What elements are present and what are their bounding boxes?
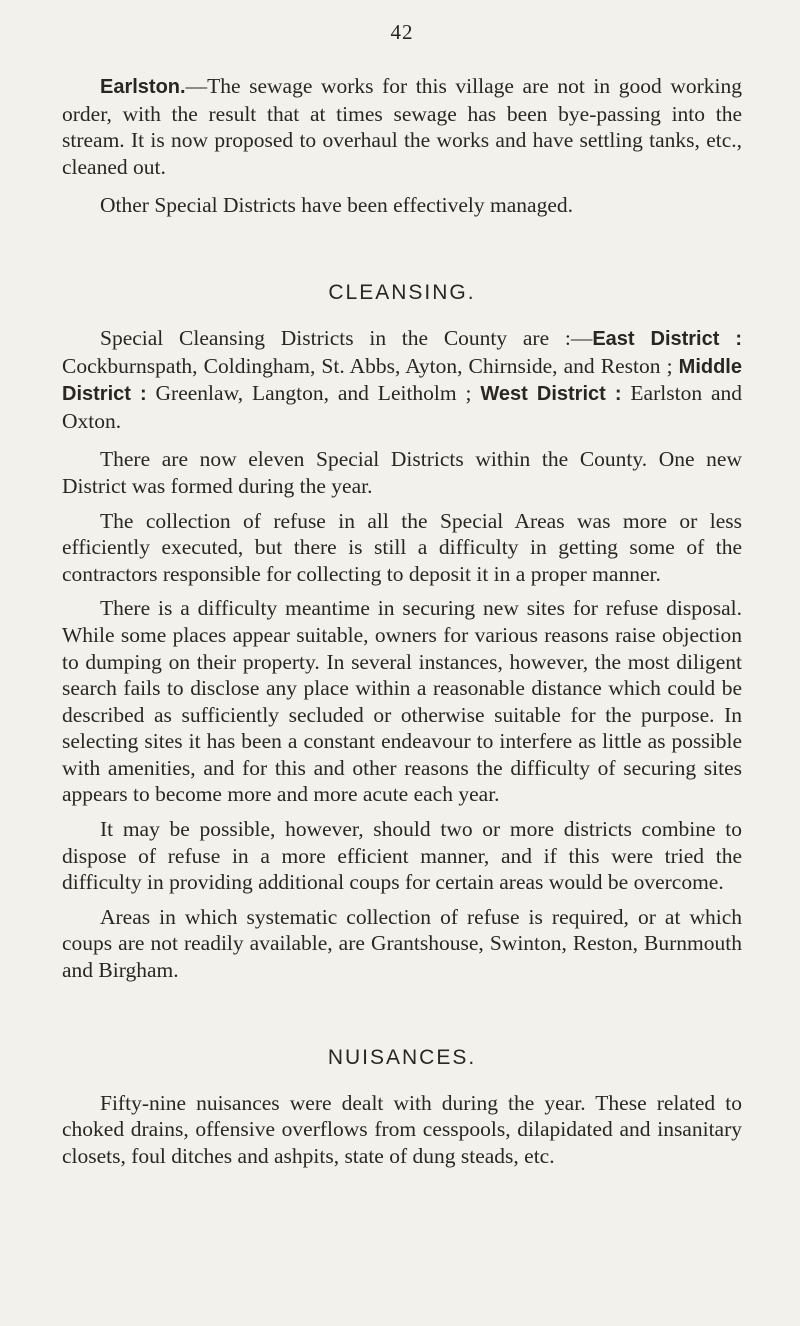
west-district-text: Earlston and Oxton.	[62, 381, 743, 433]
nuisances-paragraph: Fifty-nine nuisances were dealt with during the year. These related to choked drains, offensive overflows from cesspools, dilapidated and insanitary closets, foul ditches and ashpits, state of dung steads, etc.	[62, 1090, 742, 1168]
cleansing-paragraph-2: There are now eleven Special Districts within the County. One new District was formed during the year.	[62, 447, 742, 498]
cleansing-paragraph-6: Areas in which systematic collection of refuse is required, or at which coups are not readily available, are Grantshouse, Swinton, Reston, Burnmouth and Birgham.	[62, 904, 742, 983]
earlston-paragraph	[62, 73, 742, 180]
earlston-text: —The sewage works for this village are not in good working order, with the result that at times sewage has been bye-passing into the stream. It is now proposed to overhaul the works and have settling tanks, etc., cleaned out.	[62, 74, 742, 179]
middle-district-label: Middle District :	[62, 355, 742, 406]
middle-district-text: Greenlaw, Langton, and Leitholm ;	[146, 381, 481, 406]
districts-intro: Special Cleansing Districts in the County are :—	[100, 325, 593, 350]
cleansing-heading: CLEANSING.	[328, 280, 476, 304]
other-districts-paragraph: Other Special Districts have been effectively managed.	[100, 193, 574, 218]
east-district-label: East District :	[592, 327, 742, 350]
cleansing-paragraph-4: There is a difficulty meantime in securing new sites for refuse disposal. While some places appear suitable, owners for various reasons raise objection to dumping on their property. In several instances, however, the most diligent search fails to disclose any place within a reasonable distance which could be described as sufficiently secluded or otherwise suitable for the purpose. In selecting sites it has been a constant endeavour to interfere as little as possible with amenities, and for this and other reasons the difficulty of securing sites appears to become more and more acute each year.	[62, 596, 742, 807]
west-district-label: West District :	[480, 383, 622, 406]
document-page	[62, 20, 742, 1169]
cleansing-paragraph-3: The collection of refuse in all the Special Areas was more or less efficiently executed, but there is still a difficulty in getting some of the contractors responsible for collecting to deposit it in a proper manner.	[62, 508, 742, 586]
cleansing-districts-paragraph	[62, 325, 742, 434]
nuisances-heading: NUISANCES.	[327, 1045, 477, 1069]
page-number: 42	[390, 20, 414, 44]
earlston-lead: Earlston.	[100, 76, 186, 98]
cleansing-paragraph-5: It may be possible, however, should two or more districts combine to dispose of refuse in a more efficient manner, and if this were tried the difficulty in providing additional coups for certain areas would be overcome.	[62, 817, 742, 895]
east-district-text: Cockburnspath, Coldingham, St. Abbs, Ayton, Chirnside, and Reston ;	[62, 353, 679, 378]
